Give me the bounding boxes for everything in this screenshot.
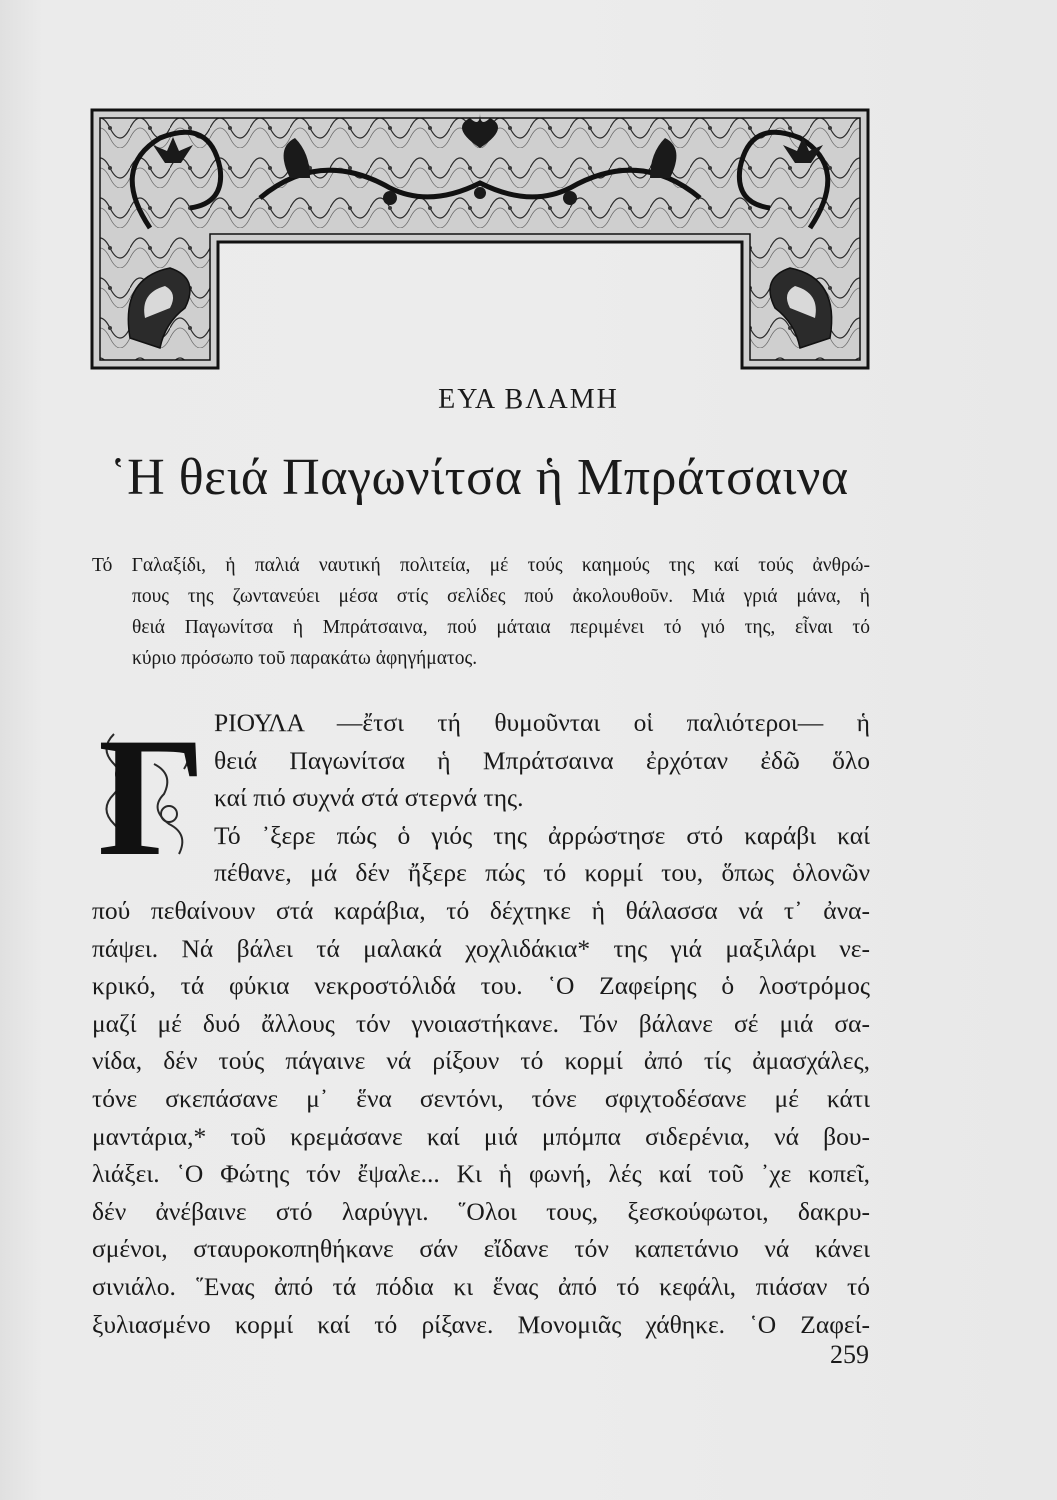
body-line: καί πιό συχνά στά στερνά της. (214, 783, 524, 813)
body-line: σμένοι, σταυροκοπηθήκανε σάν εἴδανε τόν καπετάνιο νά κάνει (92, 1234, 870, 1264)
story-body (92, 704, 870, 1343)
page-number: 259 (830, 1340, 869, 1369)
author-name: ΕΥΑ ΒΛΑΜΗ (438, 384, 619, 415)
decorative-headpiece (90, 108, 870, 370)
body-line: πάψει. Νά βάλει τά μαλακά χοχλιδάκια* της γιά μαξιλάρι νε- (92, 933, 870, 963)
body-line: κρικό, τά φύκια νεκροστόλιδά του. ῾Ο Ζαφείρης ὁ λοστρόμος (92, 971, 870, 1001)
body-line: ξυλιασμένο κορμί καί τό ρίξανε. Μονομιᾶς χάθηκε. ῾Ο Ζαφεί- (92, 1309, 870, 1339)
intro-paragraph (92, 550, 870, 674)
intro-line: Τό Γαλαξίδι, ἡ παλιά ναυτική πολιτεία, μέ τούς καημούς της καί τούς ἀνθρώ- (92, 555, 870, 576)
body-line: θειά Παγωνίτσα ἡ Μπράτσαινα ἐρχόταν ἐδῶ ὅλο (214, 745, 870, 775)
body-line: μαντάρια,* τοῦ κρεμάσανε καί μιά μπόμπα σιδερένια, νά βου- (92, 1121, 870, 1151)
body-line: ΡΙΟΥΛΑ —ἔτσι τή θυμοῦνται οἱ παλιότεροι— ἡ (214, 708, 870, 737)
body-line: πέθανε, μά δέν ἤξερε πώς τό κορμί του, ὅπως ὁλονῶν (214, 858, 870, 888)
body-line: λιάξει. ῾Ο Φώτης τόν ἔψαλε... Κι ἡ φωνή, λές καί τοῦ ᾽χε κοπεῖ, (92, 1159, 870, 1189)
body-line: τόνε σκεπάσανε μ᾽ ἕνα σεντόνι, τόνε σφιχτοδέσανε μέ κάτι (92, 1083, 870, 1113)
body-line: σινιάλο. ῞Ενας ἀπό τά πόδια κι ἕνας ἀπό τό κεφάλι, πιάσαν τό (92, 1271, 870, 1301)
body-line: δέν ἀνέβαινε στό λαρύγγι. ῞Ολοι τους, ξεσκούφωτοι, δακρυ- (92, 1196, 870, 1226)
body-line: πού πεθαίνουν στά καράβια, τό δέχτηκε ἡ θάλασσα νά τ᾽ ἀνα- (92, 895, 870, 925)
story-title: ῾Η θειά Παγωνίτσα ἡ Μπράτσαινα (109, 449, 849, 506)
body-line: μαζί μέ δυό ἄλλους τόν γνοιαστήκανε. Τόν βάλανε σέ μιά σα- (92, 1008, 870, 1038)
intro-line: πους της ζωντανεύει μέσα στίς σελίδες πού ἀκολουθοῦν. Μιά γριά μάνα, ἡ (132, 586, 870, 607)
body-line: Τό ᾽ξερε πώς ὁ γιός της ἀρρώστησε στό καράβι καί (214, 820, 870, 850)
dropcap-letter: Γ (97, 704, 207, 864)
intro-line: κύριο πρόσωπο τοῦ παρακάτω ἀφηγήματος. (132, 648, 478, 669)
intro-line: θειά Παγωνίτσα ἡ Μπράτσαινα, πού μάταια περιμένει τό γιό της, εἶναι τό (132, 617, 870, 638)
body-line: νίδα, δέν τούς πάγαινε νά ρίξουν τό κορμί ἀπό τίς ἀμασχάλες, (92, 1046, 870, 1076)
